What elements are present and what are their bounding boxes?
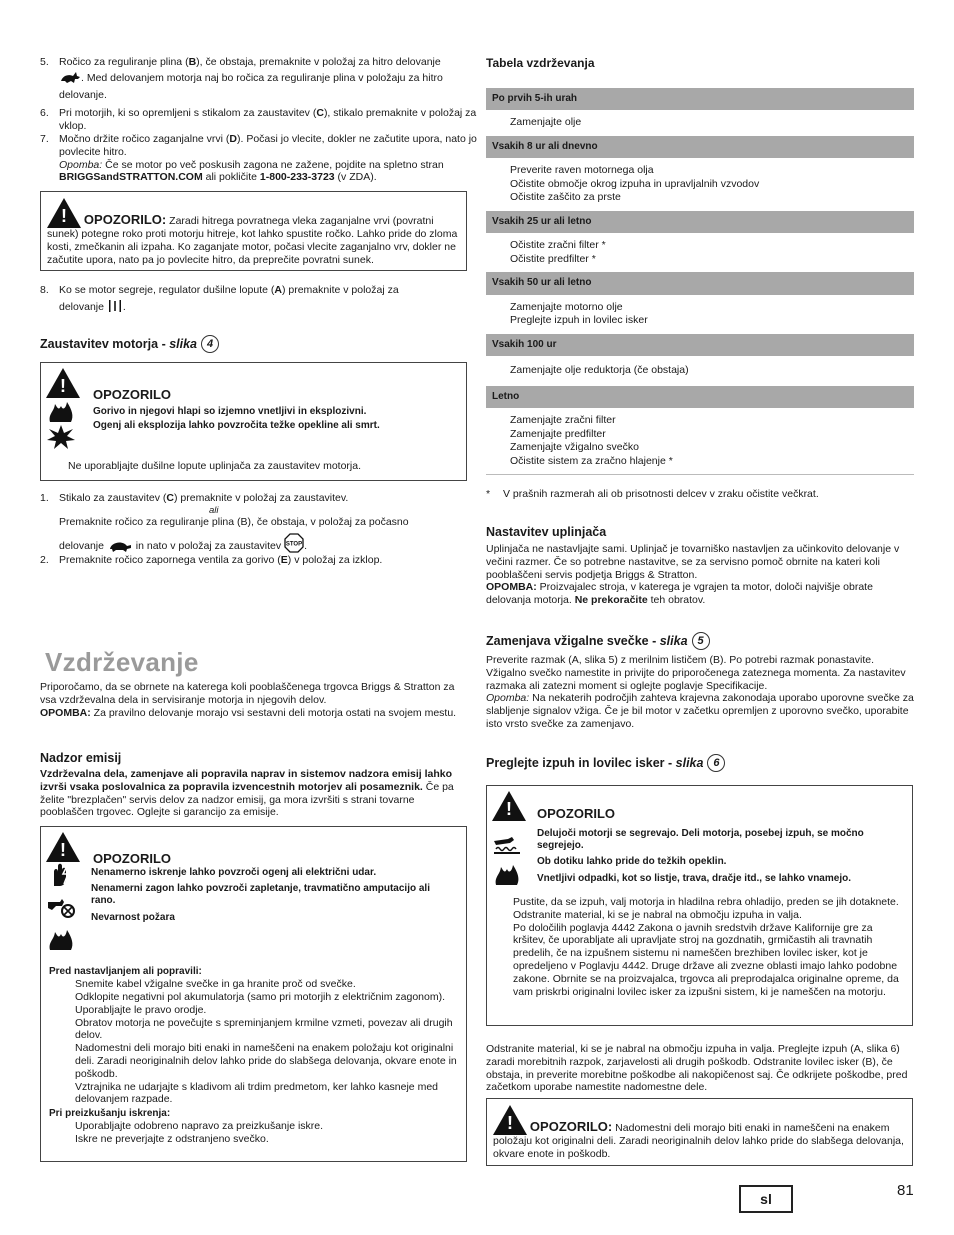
table-row: Zamenjajte olje <box>510 116 582 129</box>
rabbit-icon <box>59 69 81 89</box>
stop-engine-heading: Zaustavitev motorja - slika 4 <box>40 335 219 353</box>
step-6: 6. Pri motorjih, ki so opremljeni s stikalom za zaustavitev (C), stikalo premaknite v položaj za vklop. <box>40 107 477 132</box>
warning-triangle-icon <box>492 791 526 821</box>
exhaust-heading: Preglejte izpuh in lovilec isker - slika 6 <box>486 754 725 772</box>
list-item: Pustite, da se izpuh, valj motorja in hladilna rebra ohladijo, preden se jih dotaknete. <box>513 896 899 908</box>
list-item: Vztrajnika ne udarjajte s kladivom ali trdim predmetom, ker lahko kasneje med delovanjem razpade. <box>75 1080 438 1106</box>
warning-fuel: ! OPOZORILO Gorivo in njegovi hlapi so izjemno vnetljivi in eksplozivni. Ogenj ali eksplozija lahko povzročita težke opekline ali smrt. Ne uporabljajte dušilne lopute uplinjača za zaustavitev motorja. <box>40 362 467 481</box>
table-row-header: Vsakih 50 ur ali letno <box>486 272 914 294</box>
choke-run-icon <box>107 298 123 319</box>
list-item: Po določilih poglavja 4442 Zakona o javnih sredstvih države Kalifornije gre za kršitev, če uporabljate ali upravljate stroj na gozdnatih, grmičastih ali travnatih predelih, če na izpušnem sistemu ni nameščen brezhiben lovilec isker, kot je opredeljeno v Poglavju 4442. Druge države ali zvezne oblasti imajo lahko podobne zakone. Obrnite se na proizvajalca, trgovca ali preprodajalca originalne opreme, da vam priskrbi originalni lovilec isker za izpušni sistem, ki je nameščen na motorju. <box>513 921 899 998</box>
table-row-header: Letno <box>486 386 914 408</box>
list-item: Snemite kabel vžigalne svečke in ga hranite proč od svečke. <box>75 978 356 991</box>
table-row-header: Vsakih 25 ur ali letno <box>486 211 914 233</box>
table-row: Zamenjajte zračni filter Zamenjajte predfilter Zamenjajte vžigalno svečko Očistite sistem za zračno hlajenje * <box>486 408 914 476</box>
stop-step-1: 1. Stikalo za zaustavitev (C) premaknite v položaj za zaustavitev. ali Premaknite ročico za reguliranje plina (B), če obstaja, v položaj za počasno delovanje in nato v položaj za zaustavitev STOP . <box>40 492 487 557</box>
warning-exhaust-list <box>513 896 905 998</box>
stop-step-2: 2. Premaknite ročico zapornega ventila za gorivo (E) v položaj za izklop. <box>40 554 383 566</box>
table-row: Zamenjajte olje reduktorja (če obstaja) <box>510 364 689 377</box>
table-footnote: * V prašnih razmerah ali ob prisotnosti delcev v zraku očistite večkrat. <box>486 488 819 500</box>
language-badge: sl <box>739 1185 793 1213</box>
page-number: 81 <box>897 1182 914 1199</box>
fire-icon <box>46 398 76 424</box>
list-item: Uporabljajte le pravo orodje. <box>75 1003 207 1016</box>
table-row-header: Vsakih 100 ur <box>486 334 914 356</box>
maintenance-table <box>486 88 914 475</box>
list-item: Uporabljajte odobreno napravo za preizkušanje iskre. <box>75 1120 324 1133</box>
emissions-text: Vzdrževalna dela, zamenjave ali popravila naprav in sistemov nadzora emisij lahko izvrši vsaka poslovalnica za popravila izvencestnih motorjev ali posameznik. Če pa želite "brezplačen" servis delov za nadzor emisij, ga mora izvršiti s strani tovarne pooblaščen trgovec. Oglejte si garancijo za emisije. <box>40 768 454 819</box>
list-item: Iskre ne preverjajte z odstranjeno svečko. <box>75 1133 269 1146</box>
spark-heading: Zamenjava vžigalne svečke - slika 5 <box>486 632 710 650</box>
warning-triangle-icon <box>46 368 80 398</box>
step-7: 7. Močno držite ročico zaganjalne vrvi (D). Počasi jo vlecite, dokler ne začutite upora, nato jo povlecite hitro. Opomba: Če se motor po več poskusih zagona ne zažene, pojdite na spletno stran BRIGGSandSTRATTON.COM ali pokličite 1-800-233-3723 (v ZDA). <box>40 133 477 184</box>
svg-text:STOP: STOP <box>285 541 303 548</box>
list-item: Odklopite negativni pol akumulatorja (samo pri motorjih z električnim zagonom). <box>75 990 445 1003</box>
electric-shock-icon <box>46 862 76 888</box>
step-8: 8. Ko se motor segreje, regulator dušilne lopute (A) premaknite v položaj za delovanje . <box>40 282 487 320</box>
maint-intro: Priporočamo, da se obrnete na katerega koli pooblaščenega trgovca Briggs & Stratton za vsa vzdrževalna dela in servisiranje motorja in njegovih delov. OPOMBA: Za pravilno delovanje morajo vsi sestavni deli motorja ostati na svojem mestu. <box>40 681 457 719</box>
list-item: Obratov motorja ne povečujte s spreminjanjem krmilne vzmeti, povezav ali drugih delov. <box>75 1016 453 1042</box>
step-5: 5. Ročico za reguliranje plina (B), če obstaja, premaknite v položaj za hitro delovanje . Med delovanjem motorja naj bo ročica za reguliranje plina v položaju za hitro delovanje. <box>40 56 443 101</box>
hot-surface-icon <box>492 829 522 855</box>
explosion-icon <box>46 424 76 450</box>
table-row-header: Po prvih 5-ih urah <box>486 88 914 110</box>
warning-triangle-icon <box>46 832 80 862</box>
warning-parts: ! OPOZORILO: Nadomestni deli morajo biti enaki in nameščeni na enakem položaju kot originalni deli. Zaradi neoriginalnih delov lahko pride do slabšega delovanja, okvare enote in poškodb. <box>486 1098 913 1166</box>
warning-spark: ! OPOZORILO Nenamerno iskrenje lahko povzroči ogenj ali električni udar. Nenamerni zagon lahko povzroči zapletanje, travmatično amputacijo ali rano. Nevarnost požara Pred nastavljanjem ali popravili: Snemite kabel vžigalne svečke in ga hranite proč od svečke. Odklopite negativni pol akumulatorja (samo pri motorjih z električnim zagonom). Uporabljajte le pravo orodje. Obratov motorja ne povečujte s spreminjanjem krmilne vzmeti, povezav ali drugih delov. Nadomestni deli morajo biti enaki in nameščeni na enakem položaju kot originalni deli. Zaradi neoriginalnih delov lahko pride do slabšega delovanja, okvare enote in poškodb. Vztrajnika ne udarjajte s kladivom ali trdim predmetom, ker lahko kasneje med delovanjem razpade. Pri preizkušanju iskrenja: Uporabljajte odobreno napravo za preizkušanje iskre. Iskre ne preverjajte z odstranjeno svečko. <box>40 826 467 1162</box>
warning-spark-list <box>49 978 459 1106</box>
fire-icon <box>46 926 76 952</box>
spark-text: Preverite razmak (A, slika 5) z merilnim lističem (B). Po potrebi razmak ponastavite. Vžigalno svečko namestite in privijte do priporočenega zateznega momenta. Za nastavitev razmaka ali zatezni moment si oglejte poglavje Specifikacije. Opomba: Na nekaterih področjih zahteva krajevna zakonodaja uporabo uporovne svečke za slabljenje signalov vžiga. Če je bil motor v začetku opremljen z uporovno svečko, uporabite isto vrsto svečke za zamenjavo. <box>486 654 914 730</box>
table-title: Tabela vzdrževanja <box>486 56 595 70</box>
amputation-icon <box>46 894 76 920</box>
fire-icon <box>492 861 522 887</box>
list-item: Odstranite material, ki se je nabral na območju izpuha in valja. <box>513 908 802 921</box>
page-title: Vzdrževanje <box>45 647 199 677</box>
warning-recoil: ! OPOZORILO: Zaradi hitrega povratnega vleka zaganjalne vrvi (povratni sunek) potegne roko proti motorju hitreje, kot lahko spustite ročko. Lahko pride do zloma kosti, zmečkanin ali izpaha. Ko zaganjate motor, počasi vlecite zaganjalno vrv, dokler ne začutite upora, nato pa jo povlecite hitro, da preprečite povratni sunek. <box>40 191 467 271</box>
table-row: Zamenjajte motorno olje Preglejte izpuh in lovilec isker <box>510 300 648 327</box>
emissions-heading: Nadzor emisij <box>40 751 122 765</box>
carburetor-text: Uplinjača ne nastavljajte sami. Uplinjač je tovarniško nastavljen za učinkovito delovanje v večini razmer. Če so potrebne nastavitve, se za servisno pomoč obrnite na kateri koli pooblaščeni servis podjetja Briggs & Stratton. OPOMBA: Proizvajalec stroja, v katerega je vgrajen ta motor, določi najvišje obrate delovanja motorja. Ne prekoračite teh obratov. <box>486 543 900 607</box>
warning-exhaust: ! OPOZORILO Delujoči motorji se segrevajo. Deli motorja, posebej izpuh, se močno segrejejo. Ob dotiku lahko pride do težkih opeklin. Vnetljivi odpadki, kot so listje, trava, dračje itd., se lahko vnamejo. Pustite, da se izpuh, valj motorja in hladilna rebra ohladijo, preden se jih dotaknete. Odstranite material, ki se je nabral na območju izpuha in valja. Po določilih poglavja 4442 Zakona o javnih sredstvih države Kalifornije gre za kršitev, če uporabljate ali upravljate stroj na gozdnatih, grmičastih ali travnatih predelih, če na izpušnem sistemu ni nameščen brezhiben lovilec isker, kot je opredeljeno v Poglavju 4442. Druge države ali zvezne oblasti imajo lahko podobne zakone. Obrnite se na proizvajalca, trgovca ali preprodajalca originalne opreme, da vam priskrbi originalni lovilec isker za izpušni sistem, ki je nameščen na motorju. <box>486 785 913 1026</box>
list-item: Nadomestni deli morajo biti enaki in nameščeni na enakem položaju kot originalni deli. Zaradi neoriginalnih delov lahko pride do slabšega delovanja, okvare enote in poškodb. <box>75 1042 457 1080</box>
exhaust-text: Odstranite material, ki se je nabral na območju izpuha in valja. Preglejte izpuh (A, slika 6) zaradi morebitnih razpok, zarjavelosti ali drugih poškodb. Odstranite lovilec isker (B), če obstaja, in preverite morebitne poškodbe ali nakopičenost saj. Če odkrijete poškodbe, pred začetkom uporabe namestite nadomestne dele. <box>486 1043 908 1094</box>
table-row-header: Vsakih 8 ur ali dnevno <box>486 136 914 158</box>
table-row: Preverite raven motornega olja Očistite območje okrog izpuha in upravljalnih vzvodov Očistite zaščito za prste <box>510 164 760 204</box>
warning-triangle-icon <box>47 198 81 228</box>
carburetor-heading: Nastavitev uplinjača <box>486 525 607 539</box>
warning-triangle-icon <box>493 1105 527 1135</box>
table-row: Očistite zračni filter * Očistite predfilter * <box>510 239 606 265</box>
